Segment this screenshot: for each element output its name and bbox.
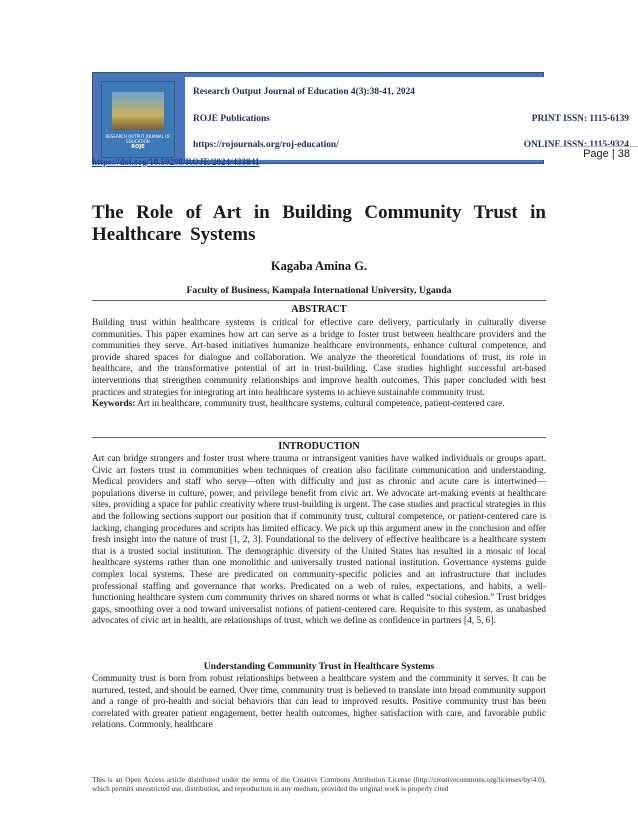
keywords (92, 399, 505, 409)
online-issn: ONLINE ISSN: 1115-9324 (523, 140, 629, 150)
doi (92, 157, 260, 167)
license-footer: This is an Open Access article distributed under the terms of the Creative Commons Attribution License (http://creativecommons.org/licenses/by/4.0), which permits unrestricted use, distribution, and reproduction in any medium, provided the original work is properly cited (92, 775, 546, 794)
page-number: Page | 38 (583, 148, 630, 160)
introduction-top-rule (92, 437, 546, 438)
author-affiliation: Faculty of Business, Kampala International University, Uganda (186, 285, 452, 296)
abstract-heading: ABSTRACT (291, 304, 347, 315)
keywords-label: Keywords: (92, 399, 136, 410)
paper-title: The Role of Art in Building Community Trust in Healthcare Systems (92, 202, 546, 245)
cover-illustration (112, 92, 164, 130)
print-issn: PRINT ISSN: 1115-6139 (531, 114, 629, 124)
author-name: Kagaba Amina G. (270, 259, 368, 273)
journal-website-link[interactable]: https://rojournals.org/roj-education/ (193, 140, 339, 150)
section-heading-community-trust: Understanding Community Trust in Healthcare Systems (203, 661, 435, 672)
abstract-top-rule (92, 300, 546, 301)
keywords-list: Art in healthcare, community trust, healthcare systems, cultural competence, patient-centered care. (135, 399, 505, 410)
introduction-text: Art can bridge strangers and foster trust where trauma or intransigent vanities have walked individuals or groups apart. Civic art fosters trust in communities when techniques of creation also facilitate communication and understanding. Medical providers and staff who serve—often with difficulty and just as chronic and acute care is intertwined—populations diverse in culture, power, and privilege benefit from civic art. We advocate art-making events at healthcare sites, providing a space for public creativity where trust-building is urgent. The case studies and practical strategies in this and the following sections support our position that if community trust, cultural competence, or patient-centered care is lacking, changing procedures and scripts has limited efficacy. We pick up this argument anew in the conclusion and offer fresh insight into the nature of trust [1, 2, 3]. Foundational to the delivery of effective healthcare is a healthcare system that is a trusted social institution. The demographic diversity of the United States has resulted in a mosaic of local healthcare systems rather than one monolithic and universally trusted national institution. Governance systems guide complex local systems. These are predicated on community-specific policies and an infrastructure that includes professional staffing and governance that works. Predicated on a web of rules, expectations, and habits, a well-functioning healthcare system cum community thrives on shared norms or what is called “social cohesion.” Trust bridges gaps, smoothing over a nod toward universalist notions of patient-centered care. Requisite to this system, as unabashed advocates of civic art in health, are relationships of trust, which we define as confidence in partners [4, 5, 6]. (92, 454, 546, 627)
publisher-row (193, 114, 629, 124)
journal-cover-image (101, 81, 175, 158)
abstract-body: Building trust within healthcare systems is critical for effective care delivery, particularly in culturally diverse communities. This paper examines how art can serve as a bridge to foster trust between healthcare providers and the communities they serve. Art-based initiatives humanize healthcare environments, enhance cultural competence, and provide shared spaces for dialogue and collaboration. We analyze the theoretical foundations of trust, its role in healthcare, and the transformative potential of art in trust-building. Case studies highlight successful art-based interventions that strengthen community relationships and improve health outcomes. This paper concluded with best practices and strategies for integrating art into healthcare systems to achieve sustainable community trust. (92, 318, 546, 398)
introduction-heading: INTRODUCTION (278, 441, 360, 452)
publisher-name: ROJE Publications (193, 114, 270, 124)
doi-link[interactable]: https://doi.org/10.59298/ROJE/2024/433841 (92, 157, 260, 167)
section-community-trust-text: Community trust is born from robust relationships between a healthcare system and the community it serves. It can be nurtured, tested, and should be earned. Over time, community trust is believed to translate into broad community support and a range of pro-health and social behaviors that can lead to improved results. Positive community trust has been correlated with greater patient engagement, better health outcomes, higher satisfaction with care, and favorable public relations. Commonly, healthcare (92, 674, 546, 731)
page-number-divider (548, 146, 638, 147)
abstract-text (92, 318, 546, 411)
cover-title: RESEARCH OUTPUT JOURNAL OF EDUCATION (105, 134, 171, 144)
journal-info-panel (185, 77, 637, 160)
website-row (193, 140, 629, 150)
journal-citation-line: Research Output Journal of Education 4(3):38-41, 2024 (193, 87, 415, 97)
cover-label: ROJE (131, 144, 145, 150)
